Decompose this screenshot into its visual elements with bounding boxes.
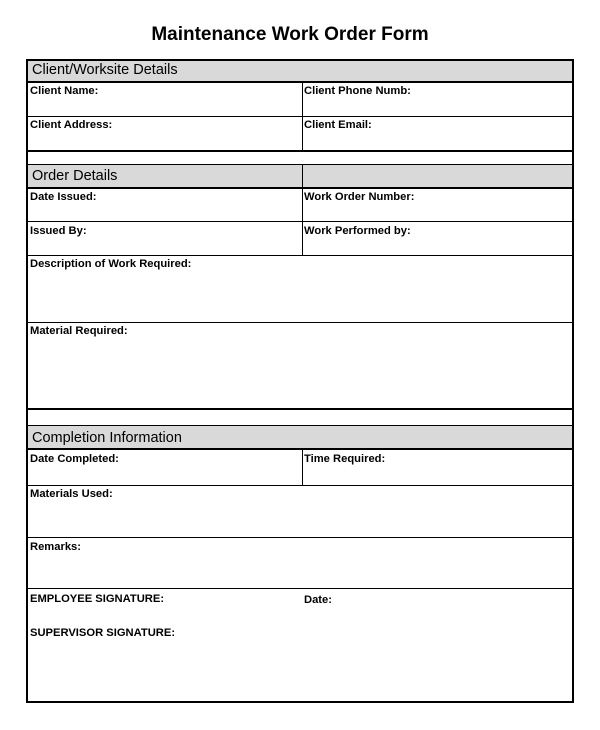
column-divider [302,450,303,485]
section-title-order: Order Details [32,168,118,184]
column-divider [302,165,303,187]
form-title: Maintenance Work Order Form [151,24,429,45]
section-title-completion: Completion Information [32,430,182,446]
divider [28,81,572,83]
work-order-form [26,59,574,703]
divider [28,485,572,486]
date-issued-label: Date Issued: [30,191,97,203]
work-performed-by-label: Work Performed by: [304,225,411,237]
section-title-client: Client/Worksite Details [32,62,178,78]
section-header-order [28,165,572,187]
employee-signature-label: EMPLOYEE SIGNATURE: [30,593,165,605]
work-order-number-label: Work Order Number: [304,191,415,203]
divider [28,255,572,256]
divider [28,448,572,450]
time-required-label: Time Required: [304,453,386,465]
divider [28,187,572,189]
client-phone-label: Client Phone Numb: [304,85,411,97]
date-completed-label: Date Completed: [30,453,119,465]
divider [28,537,572,538]
materials-used-label: Materials Used: [30,488,113,500]
divider [28,221,572,222]
client-address-label: Client Address: [30,119,113,131]
divider [28,408,572,410]
description-label: Description of Work Required: [30,258,192,270]
divider [28,150,572,152]
section-header-completion [28,426,572,448]
divider [28,116,572,117]
divider [28,322,572,323]
issued-by-label: Issued By: [30,225,87,237]
material-required-label: Material Required: [30,325,128,337]
column-divider [302,187,303,255]
client-name-label: Client Name: [30,85,99,97]
date-label: Date: [304,594,332,606]
section-header-client [28,61,572,81]
divider [28,588,572,589]
supervisor-signature-label: SUPERVISOR SIGNATURE: [30,627,176,639]
client-email-label: Client Email: [304,119,372,131]
remarks-label: Remarks: [30,541,81,553]
column-divider [302,81,303,150]
